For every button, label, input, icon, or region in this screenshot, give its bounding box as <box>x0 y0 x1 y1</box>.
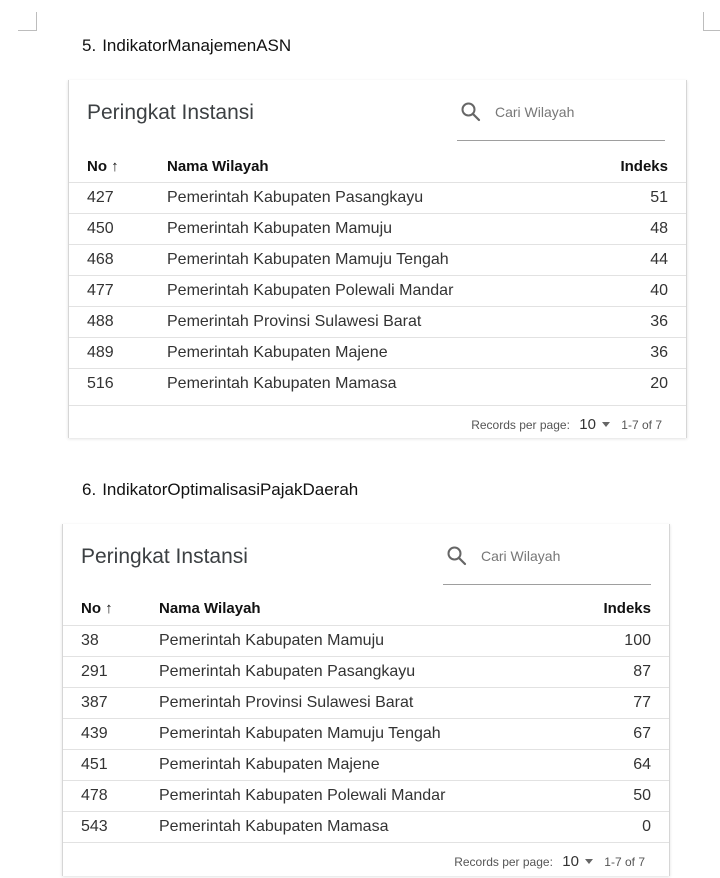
table-header <box>69 158 686 182</box>
pagination-range: 1-7 of 7 <box>604 855 645 869</box>
cell-no: 488 <box>87 313 114 330</box>
cell-name: Pemerintah Kabupaten Polewali Mandar <box>159 787 446 804</box>
cell-name: Pemerintah Provinsi Sulawesi Barat <box>167 313 422 330</box>
cell-index: 36 <box>650 313 668 330</box>
cell-no: 489 <box>87 344 114 361</box>
cell-index: 50 <box>633 787 651 804</box>
table-row <box>63 811 669 843</box>
cell-name: Pemerintah Kabupaten Mamuju Tengah <box>167 251 449 268</box>
cell-name: Pemerintah Kabupaten Majene <box>159 756 380 773</box>
cell-no: 468 <box>87 251 114 268</box>
pagination-range: 1-7 of 7 <box>621 418 662 432</box>
records-per-page-select[interactable]: 10 <box>579 416 596 433</box>
cell-index: 40 <box>650 282 668 299</box>
cell-name: Pemerintah Provinsi Sulawesi Barat <box>159 694 414 711</box>
table-row <box>63 687 669 719</box>
table-row <box>63 718 669 750</box>
cell-name: Pemerintah Kabupaten Mamuju Tengah <box>159 725 441 742</box>
search-field[interactable] <box>457 100 665 141</box>
search-input[interactable]: Cari Wilayah <box>481 548 561 564</box>
cell-no: 387 <box>81 694 108 711</box>
cell-no: 477 <box>87 282 114 299</box>
cell-no: 427 <box>87 189 114 206</box>
dropdown-arrow-icon[interactable] <box>602 422 610 427</box>
cell-name: Pemerintah Kabupaten Majene <box>167 344 388 361</box>
records-per-page-label: Records per page: <box>471 418 570 432</box>
cell-name: Pemerintah Kabupaten Mamuju <box>167 220 393 237</box>
column-header-name[interactable]: Nama Wilayah <box>159 600 261 617</box>
cell-index: 77 <box>633 694 651 711</box>
table-row <box>63 780 669 812</box>
table-row <box>69 306 686 338</box>
cell-no: 439 <box>81 725 108 742</box>
crop-mark-top-right <box>703 12 720 31</box>
dropdown-arrow-icon[interactable] <box>585 859 593 864</box>
search-icon <box>459 100 483 129</box>
table-header <box>63 600 669 624</box>
cell-name: Pemerintah Kabupaten Mamasa <box>159 818 389 835</box>
records-per-page-label: Records per page: <box>454 855 553 869</box>
section-title: IndikatorOptimalisasiPajakDaerah <box>102 480 359 499</box>
crop-mark-top-left <box>18 12 37 31</box>
search-icon <box>445 544 469 573</box>
cell-no: 291 <box>81 663 108 680</box>
card-title: Peringkat Instansi <box>81 545 248 568</box>
section-heading <box>82 480 358 500</box>
table-row <box>69 368 686 400</box>
table-row <box>63 749 669 781</box>
cell-index: 20 <box>650 375 668 392</box>
cell-index: 67 <box>633 725 651 742</box>
sort-arrow-icon: ↑ <box>111 158 119 175</box>
cell-no: 516 <box>87 375 114 392</box>
cell-index: 87 <box>633 663 651 680</box>
cell-no: 543 <box>81 818 108 835</box>
cell-no: 450 <box>87 220 114 237</box>
cell-index: 0 <box>642 818 651 835</box>
cell-index: 64 <box>633 756 651 773</box>
sort-arrow-icon: ↑ <box>105 600 113 617</box>
table-row <box>63 625 669 657</box>
column-header-no[interactable]: No ↑ <box>81 600 113 617</box>
section-heading <box>82 36 291 56</box>
table-row <box>63 656 669 688</box>
ranking-card <box>62 524 670 876</box>
cell-name: Pemerintah Kabupaten Mamasa <box>167 375 397 392</box>
table-row <box>69 244 686 276</box>
cell-name: Pemerintah Kabupaten Pasangkayu <box>167 189 424 206</box>
search-input[interactable]: Cari Wilayah <box>495 104 575 120</box>
table-row <box>69 275 686 307</box>
section-title: IndikatorManajemenASN <box>102 36 292 55</box>
cell-index: 48 <box>650 220 668 237</box>
cell-no: 451 <box>81 756 108 773</box>
table-row <box>69 182 686 214</box>
cell-index: 36 <box>650 344 668 361</box>
table-row <box>69 337 686 369</box>
cell-index: 100 <box>624 632 651 649</box>
table-row <box>69 213 686 245</box>
records-per-page-select[interactable]: 10 <box>562 853 579 870</box>
ranking-card <box>68 80 687 438</box>
column-header-name[interactable]: Nama Wilayah <box>167 158 269 175</box>
cell-index: 51 <box>650 189 668 206</box>
cell-no: 478 <box>81 787 108 804</box>
cell-index: 44 <box>650 251 668 268</box>
section-number: 5. <box>82 36 97 55</box>
cell-name: Pemerintah Kabupaten Mamuju <box>159 632 385 649</box>
card-title: Peringkat Instansi <box>87 101 254 124</box>
cell-no: 38 <box>81 632 99 649</box>
section-number: 6. <box>82 480 97 499</box>
table-footer <box>69 405 686 439</box>
column-header-index[interactable]: Indeks <box>620 158 668 175</box>
column-header-no[interactable]: No ↑ <box>87 158 119 175</box>
search-field[interactable] <box>443 544 651 585</box>
table-footer <box>63 842 669 877</box>
cell-name: Pemerintah Kabupaten Pasangkayu <box>159 663 416 680</box>
cell-name: Pemerintah Kabupaten Polewali Mandar <box>167 282 454 299</box>
column-header-index[interactable]: Indeks <box>603 600 651 617</box>
